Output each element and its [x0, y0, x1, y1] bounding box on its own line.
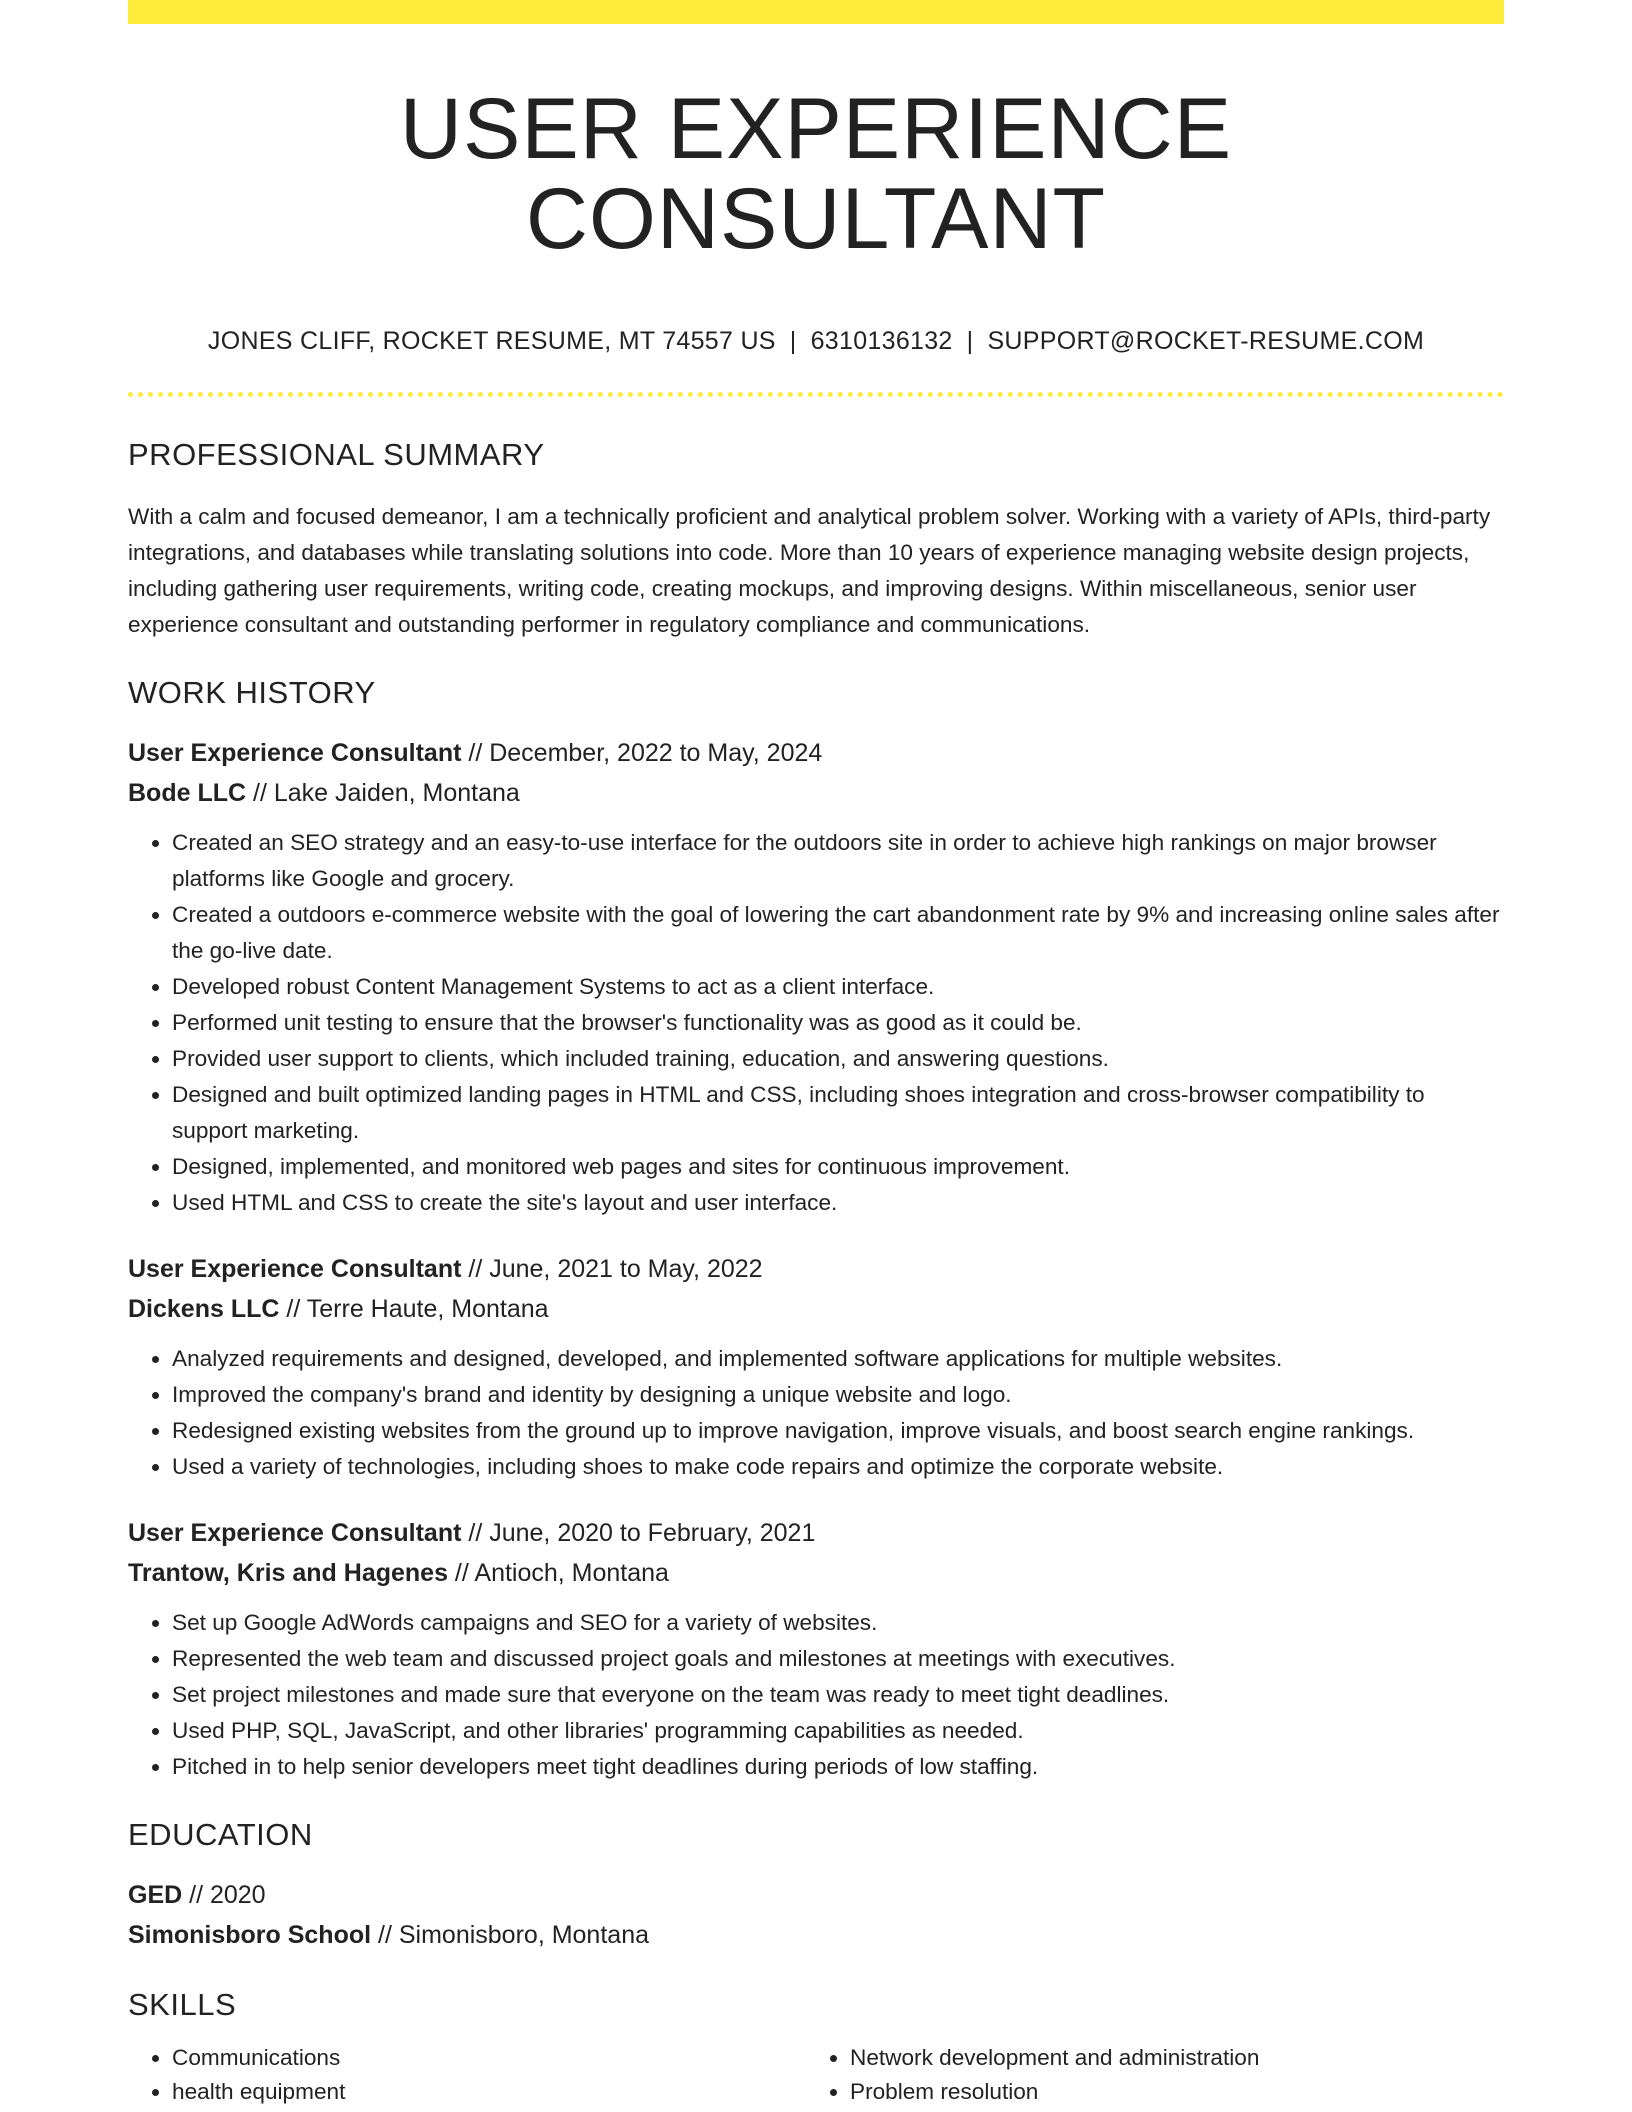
job-bullet: • Created a outdoors e-commerce website with the goal of lowering the cart abandonment rate by 9% and increasing online sales after the go-live date. — [172, 897, 1504, 969]
job-bullets — [128, 1341, 1504, 1485]
dotted-divider — [128, 392, 1504, 397]
resume-page — [128, 0, 1504, 2109]
education-year: // 2020 — [182, 1880, 266, 1909]
job-company-line — [128, 773, 1504, 813]
job-title-line — [128, 1513, 1504, 1553]
education-heading: EDUCATION — [128, 1816, 313, 1852]
job-company-line — [128, 1289, 1504, 1329]
job-dates: // June, 2020 to February, 2021 — [461, 1518, 816, 1547]
contact-address: JONES CLIFF, ROCKET RESUME, MT 74557 US — [207, 326, 776, 355]
job-location: // Terre Haute, Montana — [279, 1294, 549, 1323]
job-entry — [128, 1249, 1504, 1485]
contact-separator: | — [966, 326, 974, 355]
skills-columns — [128, 2041, 1504, 2109]
education-school-line — [128, 1915, 1504, 1955]
skills-heading: SKILLS — [128, 1986, 237, 2022]
job-title: User Experience Consultant — [128, 738, 462, 767]
job-bullet: • Pitched in to help senior developers meet tight deadlines during periods of low staffing. — [172, 1749, 1504, 1785]
skills-column-right — [806, 2041, 1484, 2109]
job-dates: // December, 2022 to May, 2024 — [461, 738, 823, 767]
education-degree: GED — [128, 1880, 183, 1909]
job-title-line — [128, 1249, 1504, 1289]
contact-phone: 6310136132 — [810, 326, 953, 355]
skill-item: • Problem resolution — [850, 2075, 1484, 2109]
job-bullet: • Created an SEO strategy and an easy-to-use interface for the outdoors site in order to achieve high rankings on major browser platforms like Google and grocery. — [172, 825, 1504, 897]
job-bullet: • Analyzed requirements and designed, developed, and implemented software applications for multiple websites. — [172, 1341, 1504, 1377]
job-location: // Antioch, Montana — [447, 1558, 669, 1587]
job-bullet: • Designed, implemented, and monitored web pages and sites for continuous improvement. — [172, 1149, 1504, 1185]
skills-section — [128, 1987, 1504, 2109]
education-degree-line — [128, 1875, 1504, 1915]
job-bullet: • Used a variety of technologies, including shoes to make code repairs and optimize the corporate website. — [172, 1449, 1504, 1485]
job-bullet: • Represented the web team and discussed project goals and milestones at meetings with executives. — [172, 1641, 1504, 1677]
education-entry — [128, 1875, 1504, 1955]
job-dates: // June, 2021 to May, 2022 — [461, 1254, 763, 1283]
education-location: // Simonisboro, Montana — [371, 1920, 649, 1949]
job-location: // Lake Jaiden, Montana — [246, 778, 520, 807]
job-company: Bode LLC — [128, 778, 247, 807]
summary-heading: PROFESSIONAL SUMMARY — [128, 436, 545, 472]
job-bullet: • Performed unit testing to ensure that the browser's functionality was as good as it could be. — [172, 1005, 1504, 1041]
resume-title: USER EXPERIENCE CONSULTANT — [399, 81, 1233, 268]
contact-email: SUPPORT@ROCKET-RESUME.COM — [987, 326, 1425, 355]
job-bullet: • Improved the company's brand and identity by designing a unique website and logo. — [172, 1377, 1504, 1413]
skill-item: • Network development and administration — [850, 2041, 1484, 2075]
education-section — [128, 1817, 1504, 1955]
job-title: User Experience Consultant — [128, 1254, 462, 1283]
work-history-section — [128, 675, 1504, 1785]
skill-item: • Communications — [172, 2041, 806, 2075]
job-bullet: • Used PHP, SQL, JavaScript, and other libraries' programming capabilities as needed. — [172, 1713, 1504, 1749]
job-bullets — [128, 825, 1504, 1221]
job-company-line — [128, 1553, 1504, 1593]
education-school: Simonisboro School — [128, 1920, 372, 1949]
work-history-heading: WORK HISTORY — [128, 674, 376, 710]
job-bullet: • Designed and built optimized landing pages in HTML and CSS, including shoes integration and cross-browser compatibility to support marketing. — [172, 1077, 1504, 1149]
job-bullet: • Provided user support to clients, which included training, education, and answering questions. — [172, 1041, 1504, 1077]
job-bullet: • Set project milestones and made sure that everyone on the team was ready to meet tight deadlines. — [172, 1677, 1504, 1713]
job-company: Dickens LLC — [128, 1294, 280, 1323]
job-bullet: • Redesigned existing websites from the ground up to improve navigation, improve visuals, and boost search engine rankings. — [172, 1413, 1504, 1449]
skill-item: • health equipment — [172, 2075, 806, 2109]
job-bullets — [128, 1605, 1504, 1785]
contact-separator: | — [789, 326, 797, 355]
job-title: User Experience Consultant — [128, 1518, 462, 1547]
job-bullet: • Set up Google AdWords campaigns and SEO for a variety of websites. — [172, 1605, 1504, 1641]
job-bullet: • Used HTML and CSS to create the site's layout and user interface. — [172, 1185, 1504, 1221]
accent-top-bar — [128, 0, 1504, 24]
job-entry — [128, 1513, 1504, 1785]
job-title-line — [128, 733, 1504, 773]
skills-column-left — [128, 2041, 806, 2109]
summary-text: With a calm and focused demeanor, I am a technically proficient and analytical problem solver. Working with a variety of APIs, third-party integrations, and databases while translating solutions into code. More than 10 years of experience managing website design projects, including gathering user requirements, writing code, creating mockups, and improving designs. Within miscellaneous, senior user experience consultant and outstanding performer in regulatory compliance and communications. — [128, 503, 1491, 637]
job-entry — [128, 733, 1504, 1221]
job-company: Trantow, Kris and Hagenes — [128, 1558, 448, 1587]
job-bullet: • Developed robust Content Management Systems to act as a client interface. — [172, 969, 1504, 1005]
contact-line — [128, 327, 1504, 356]
